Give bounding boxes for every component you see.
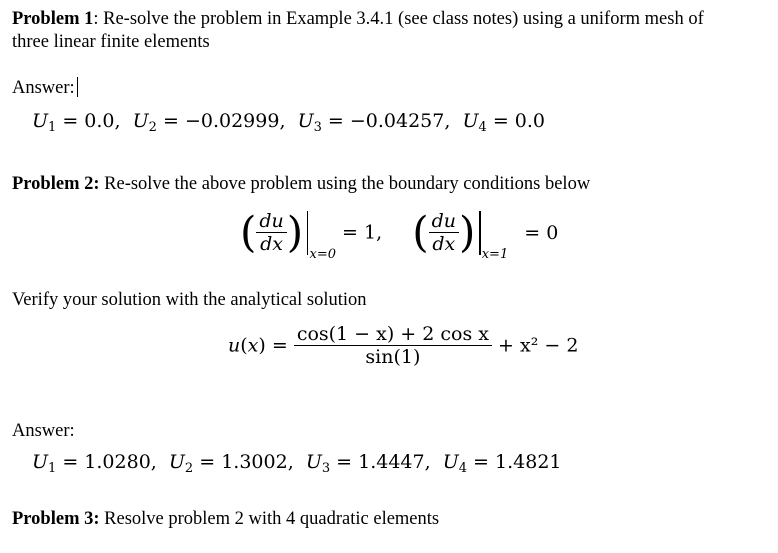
answer2-label: Answer: (12, 421, 75, 441)
verify-line: Verify your solution with the analytical solution (12, 290, 367, 310)
solution-tail: + x² − 2 (498, 334, 579, 357)
problem1-text: : Re-solve the problem in Example 3.4.1 (see class notes) using a uniform mesh of (93, 9, 704, 29)
bc1-value: 1 (364, 221, 377, 244)
problem3-line (12, 508, 439, 530)
answer1-u1: 0.0 (84, 110, 115, 132)
answer2-u1: 1.0280 (84, 451, 151, 473)
answer1-u2: −0.02999 (184, 110, 280, 132)
answer2-u3: 1.4447 (358, 451, 425, 473)
problem2-label: Problem 2: (12, 174, 100, 194)
answer1-values: $U_1 = 0.0$, $U_2 = -0.02999$, $U_3 = -0.04257$, $U_4 = 0.0$ (32, 110, 545, 135)
answer2-values: $U_1 = 1.0280$, $U_2 = 1.3002$, $U_3 = 1.4447$, $U_4 = 1.4821$ (32, 451, 562, 476)
text-cursor (77, 77, 78, 97)
answer2-u4: 1.4821 (495, 451, 562, 473)
answer2-u2: 1.3002 (221, 451, 288, 473)
problem1-label: Problem 1 (12, 9, 94, 29)
bc2-value: 0 (546, 221, 559, 244)
analytical-solution: u(x) = $\frac{\text{cos(1 − x) + 2 cos x}}{\sin(1)}$ + x² − 2 (228, 323, 579, 368)
answer1-u4: 0.0 (514, 110, 545, 132)
bc1-location: x=0 (309, 246, 336, 262)
solution-denominator: sin(1) (365, 346, 421, 368)
problem2-line (12, 173, 590, 195)
problem1-line2: three linear finite elements (12, 32, 210, 52)
answer1-line (12, 77, 78, 99)
answer1-label: Answer: (12, 78, 75, 98)
problem2-text: Re-solve the above problem using the boundary conditions below (99, 174, 591, 194)
bc2-location: x=1 (481, 246, 509, 262)
solution-numerator: cos(1 − x) + 2 cos x (294, 323, 492, 346)
answer1-u3: −0.04257 (349, 110, 445, 132)
boundary-conditions: ( $\frac{du}{dx}$ ) $_{x=0}$ = 1, ( $\frac{du}{dx}$ ) $_{x=1}$ = 0 (240, 207, 559, 262)
problem3-text: Resolve problem 2 with 4 quadratic elements (99, 509, 440, 529)
problem3-label: Problem 3: (12, 509, 100, 529)
problem1-line1 (12, 8, 704, 30)
